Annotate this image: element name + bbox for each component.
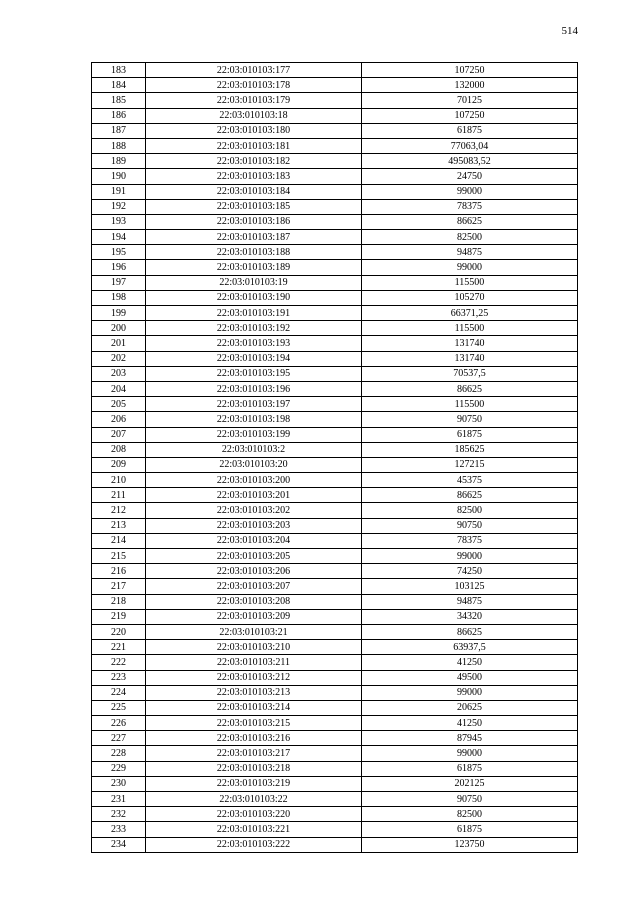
cadastral-number-cell: 22:03:010103:197 [146,397,362,412]
cadastral-number-cell: 22:03:010103:192 [146,321,362,336]
table-row [92,533,578,548]
value-cell: 87945 [362,731,578,746]
table-row [92,321,578,336]
table-row [92,776,578,791]
table-row [92,807,578,822]
row-number-cell: 225 [92,700,146,715]
table-row [92,123,578,138]
value-cell: 115500 [362,397,578,412]
table-row [92,397,578,412]
table-row [92,442,578,457]
cadastral-number-cell: 22:03:010103:207 [146,579,362,594]
cadastral-number-cell: 22:03:010103:203 [146,518,362,533]
table-row [92,594,578,609]
row-number-cell: 209 [92,457,146,472]
table-row [92,731,578,746]
value-cell: 127215 [362,457,578,472]
value-cell: 99000 [362,260,578,275]
table-row [92,412,578,427]
table-row [92,549,578,564]
row-number-cell: 188 [92,138,146,153]
cadastral-number-cell: 22:03:010103:179 [146,93,362,108]
cadastral-number-cell: 22:03:010103:21 [146,624,362,639]
value-cell: 90750 [362,518,578,533]
value-cell: 61875 [362,123,578,138]
table-row [92,245,578,260]
cadastral-number-cell: 22:03:010103:218 [146,761,362,776]
value-cell: 61875 [362,761,578,776]
table-row [92,290,578,305]
cadastral-number-cell: 22:03:010103:198 [146,412,362,427]
row-number-cell: 221 [92,640,146,655]
table-row [92,488,578,503]
row-number-cell: 187 [92,123,146,138]
row-number-cell: 184 [92,78,146,93]
cadastral-number-cell: 22:03:010103:18 [146,108,362,123]
cadastral-number-cell: 22:03:010103:204 [146,533,362,548]
cadastral-number-cell: 22:03:010103:199 [146,427,362,442]
row-number-cell: 228 [92,746,146,761]
table-row [92,746,578,761]
value-cell: 61875 [362,427,578,442]
table-row [92,640,578,655]
row-number-cell: 224 [92,685,146,700]
row-number-cell: 203 [92,366,146,381]
value-cell: 86625 [362,214,578,229]
table-row [92,260,578,275]
cadastral-number-cell: 22:03:010103:221 [146,822,362,837]
value-cell: 131740 [362,336,578,351]
table-row [92,336,578,351]
cadastral-number-cell: 22:03:010103:22 [146,792,362,807]
cadastral-number-cell: 22:03:010103:201 [146,488,362,503]
value-cell: 45375 [362,473,578,488]
cadastral-number-cell: 22:03:010103:177 [146,63,362,78]
table-row [92,381,578,396]
table-row [92,685,578,700]
table-row [92,822,578,837]
cadastral-number-cell: 22:03:010103:215 [146,716,362,731]
value-cell: 86625 [362,488,578,503]
cadastral-number-cell: 22:03:010103:186 [146,214,362,229]
table-row [92,655,578,670]
row-number-cell: 220 [92,624,146,639]
value-cell: 99000 [362,746,578,761]
value-cell: 82500 [362,230,578,245]
row-number-cell: 204 [92,381,146,396]
table-row [92,230,578,245]
table-row [92,792,578,807]
cadastral-number-cell: 22:03:010103:210 [146,640,362,655]
row-number-cell: 195 [92,245,146,260]
row-number-cell: 210 [92,473,146,488]
value-cell: 99000 [362,685,578,700]
value-cell: 185625 [362,442,578,457]
value-cell: 90750 [362,412,578,427]
cadastral-number-cell: 22:03:010103:213 [146,685,362,700]
row-number-cell: 212 [92,503,146,518]
cadastral-number-cell: 22:03:010103:189 [146,260,362,275]
value-cell: 24750 [362,169,578,184]
cadastral-number-cell: 22:03:010103:184 [146,184,362,199]
row-number-cell: 191 [92,184,146,199]
row-number-cell: 193 [92,214,146,229]
row-number-cell: 222 [92,655,146,670]
value-cell: 86625 [362,381,578,396]
table-row [92,63,578,78]
row-number-cell: 207 [92,427,146,442]
cadastral-number-cell: 22:03:010103:180 [146,123,362,138]
cadastral-number-cell: 22:03:010103:187 [146,230,362,245]
table-row [92,427,578,442]
value-cell: 99000 [362,184,578,199]
cadastral-number-cell: 22:03:010103:211 [146,655,362,670]
table-row [92,306,578,321]
cadastral-number-cell: 22:03:010103:200 [146,473,362,488]
row-number-cell: 200 [92,321,146,336]
row-number-cell: 217 [92,579,146,594]
row-number-cell: 197 [92,275,146,290]
row-number-cell: 230 [92,776,146,791]
value-cell: 495083,52 [362,154,578,169]
cadastral-number-cell: 22:03:010103:217 [146,746,362,761]
value-cell: 70537,5 [362,366,578,381]
cadastral-number-cell: 22:03:010103:182 [146,154,362,169]
value-cell: 41250 [362,655,578,670]
cadastral-number-cell: 22:03:010103:183 [146,169,362,184]
value-cell: 202125 [362,776,578,791]
row-number-cell: 185 [92,93,146,108]
table-row [92,154,578,169]
value-cell: 115500 [362,275,578,290]
cadastral-number-cell: 22:03:010103:195 [146,366,362,381]
cadastral-value-table [91,62,578,853]
row-number-cell: 189 [92,154,146,169]
value-cell: 61875 [362,822,578,837]
row-number-cell: 199 [92,306,146,321]
table-row [92,108,578,123]
row-number-cell: 206 [92,412,146,427]
value-cell: 82500 [362,503,578,518]
table-row [92,138,578,153]
table-row [92,579,578,594]
row-number-cell: 186 [92,108,146,123]
cadastral-number-cell: 22:03:010103:202 [146,503,362,518]
cadastral-number-cell: 22:03:010103:185 [146,199,362,214]
value-cell: 94875 [362,245,578,260]
table-row [92,624,578,639]
cadastral-number-cell: 22:03:010103:196 [146,381,362,396]
table-row [92,366,578,381]
table-row [92,93,578,108]
row-number-cell: 223 [92,670,146,685]
table-row [92,351,578,366]
value-cell: 94875 [362,594,578,609]
table-row [92,214,578,229]
cadastral-number-cell: 22:03:010103:214 [146,700,362,715]
cadastral-number-cell: 22:03:010103:20 [146,457,362,472]
row-number-cell: 205 [92,397,146,412]
table-row [92,564,578,579]
row-number-cell: 231 [92,792,146,807]
cadastral-number-cell: 22:03:010103:212 [146,670,362,685]
row-number-cell: 196 [92,260,146,275]
cadastral-number-cell: 22:03:010103:181 [146,138,362,153]
row-number-cell: 233 [92,822,146,837]
table-row [92,609,578,624]
row-number-cell: 202 [92,351,146,366]
value-cell: 34320 [362,609,578,624]
table-row [92,184,578,199]
row-number-cell: 213 [92,518,146,533]
value-cell: 49500 [362,670,578,685]
value-cell: 131740 [362,351,578,366]
value-cell: 86625 [362,624,578,639]
row-number-cell: 229 [92,761,146,776]
cadastral-number-cell: 22:03:010103:205 [146,549,362,564]
cadastral-number-cell: 22:03:010103:220 [146,807,362,822]
value-cell: 90750 [362,792,578,807]
cadastral-number-cell: 22:03:010103:178 [146,78,362,93]
cadastral-number-cell: 22:03:010103:216 [146,731,362,746]
table-row [92,670,578,685]
row-number-cell: 190 [92,169,146,184]
row-number-cell: 214 [92,533,146,548]
value-cell: 82500 [362,807,578,822]
row-number-cell: 183 [92,63,146,78]
value-cell: 70125 [362,93,578,108]
row-number-cell: 232 [92,807,146,822]
value-cell: 99000 [362,549,578,564]
cadastral-number-cell: 22:03:010103:209 [146,609,362,624]
table-row [92,518,578,533]
table-row [92,199,578,214]
cadastral-number-cell: 22:03:010103:19 [146,275,362,290]
cadastral-number-cell: 22:03:010103:219 [146,776,362,791]
table-row [92,700,578,715]
value-cell: 107250 [362,108,578,123]
value-cell: 41250 [362,716,578,731]
cadastral-number-cell: 22:03:010103:188 [146,245,362,260]
row-number-cell: 192 [92,199,146,214]
table-row [92,473,578,488]
table-row [92,837,578,852]
cadastral-number-cell: 22:03:010103:2 [146,442,362,457]
row-number-cell: 194 [92,230,146,245]
value-cell: 105270 [362,290,578,305]
value-cell: 107250 [362,63,578,78]
table-row [92,716,578,731]
table-row [92,275,578,290]
cadastral-number-cell: 22:03:010103:193 [146,336,362,351]
value-cell: 132000 [362,78,578,93]
table-row [92,169,578,184]
value-cell: 103125 [362,579,578,594]
value-cell: 115500 [362,321,578,336]
row-number-cell: 234 [92,837,146,852]
value-cell: 63937,5 [362,640,578,655]
value-cell: 78375 [362,533,578,548]
value-cell: 20625 [362,700,578,715]
cadastral-number-cell: 22:03:010103:194 [146,351,362,366]
cadastral-number-cell: 22:03:010103:222 [146,837,362,852]
row-number-cell: 226 [92,716,146,731]
table-row [92,503,578,518]
row-number-cell: 218 [92,594,146,609]
table-row [92,457,578,472]
value-cell: 77063,04 [362,138,578,153]
row-number-cell: 201 [92,336,146,351]
page-number: 514 [561,25,578,37]
row-number-cell: 198 [92,290,146,305]
value-cell: 66371,25 [362,306,578,321]
row-number-cell: 219 [92,609,146,624]
value-cell: 123750 [362,837,578,852]
table-body [92,63,578,853]
row-number-cell: 208 [92,442,146,457]
value-cell: 74250 [362,564,578,579]
value-cell: 78375 [362,199,578,214]
cadastral-number-cell: 22:03:010103:191 [146,306,362,321]
cadastral-number-cell: 22:03:010103:190 [146,290,362,305]
row-number-cell: 216 [92,564,146,579]
row-number-cell: 215 [92,549,146,564]
cadastral-number-cell: 22:03:010103:206 [146,564,362,579]
row-number-cell: 227 [92,731,146,746]
row-number-cell: 211 [92,488,146,503]
table-row [92,78,578,93]
cadastral-number-cell: 22:03:010103:208 [146,594,362,609]
table-row [92,761,578,776]
